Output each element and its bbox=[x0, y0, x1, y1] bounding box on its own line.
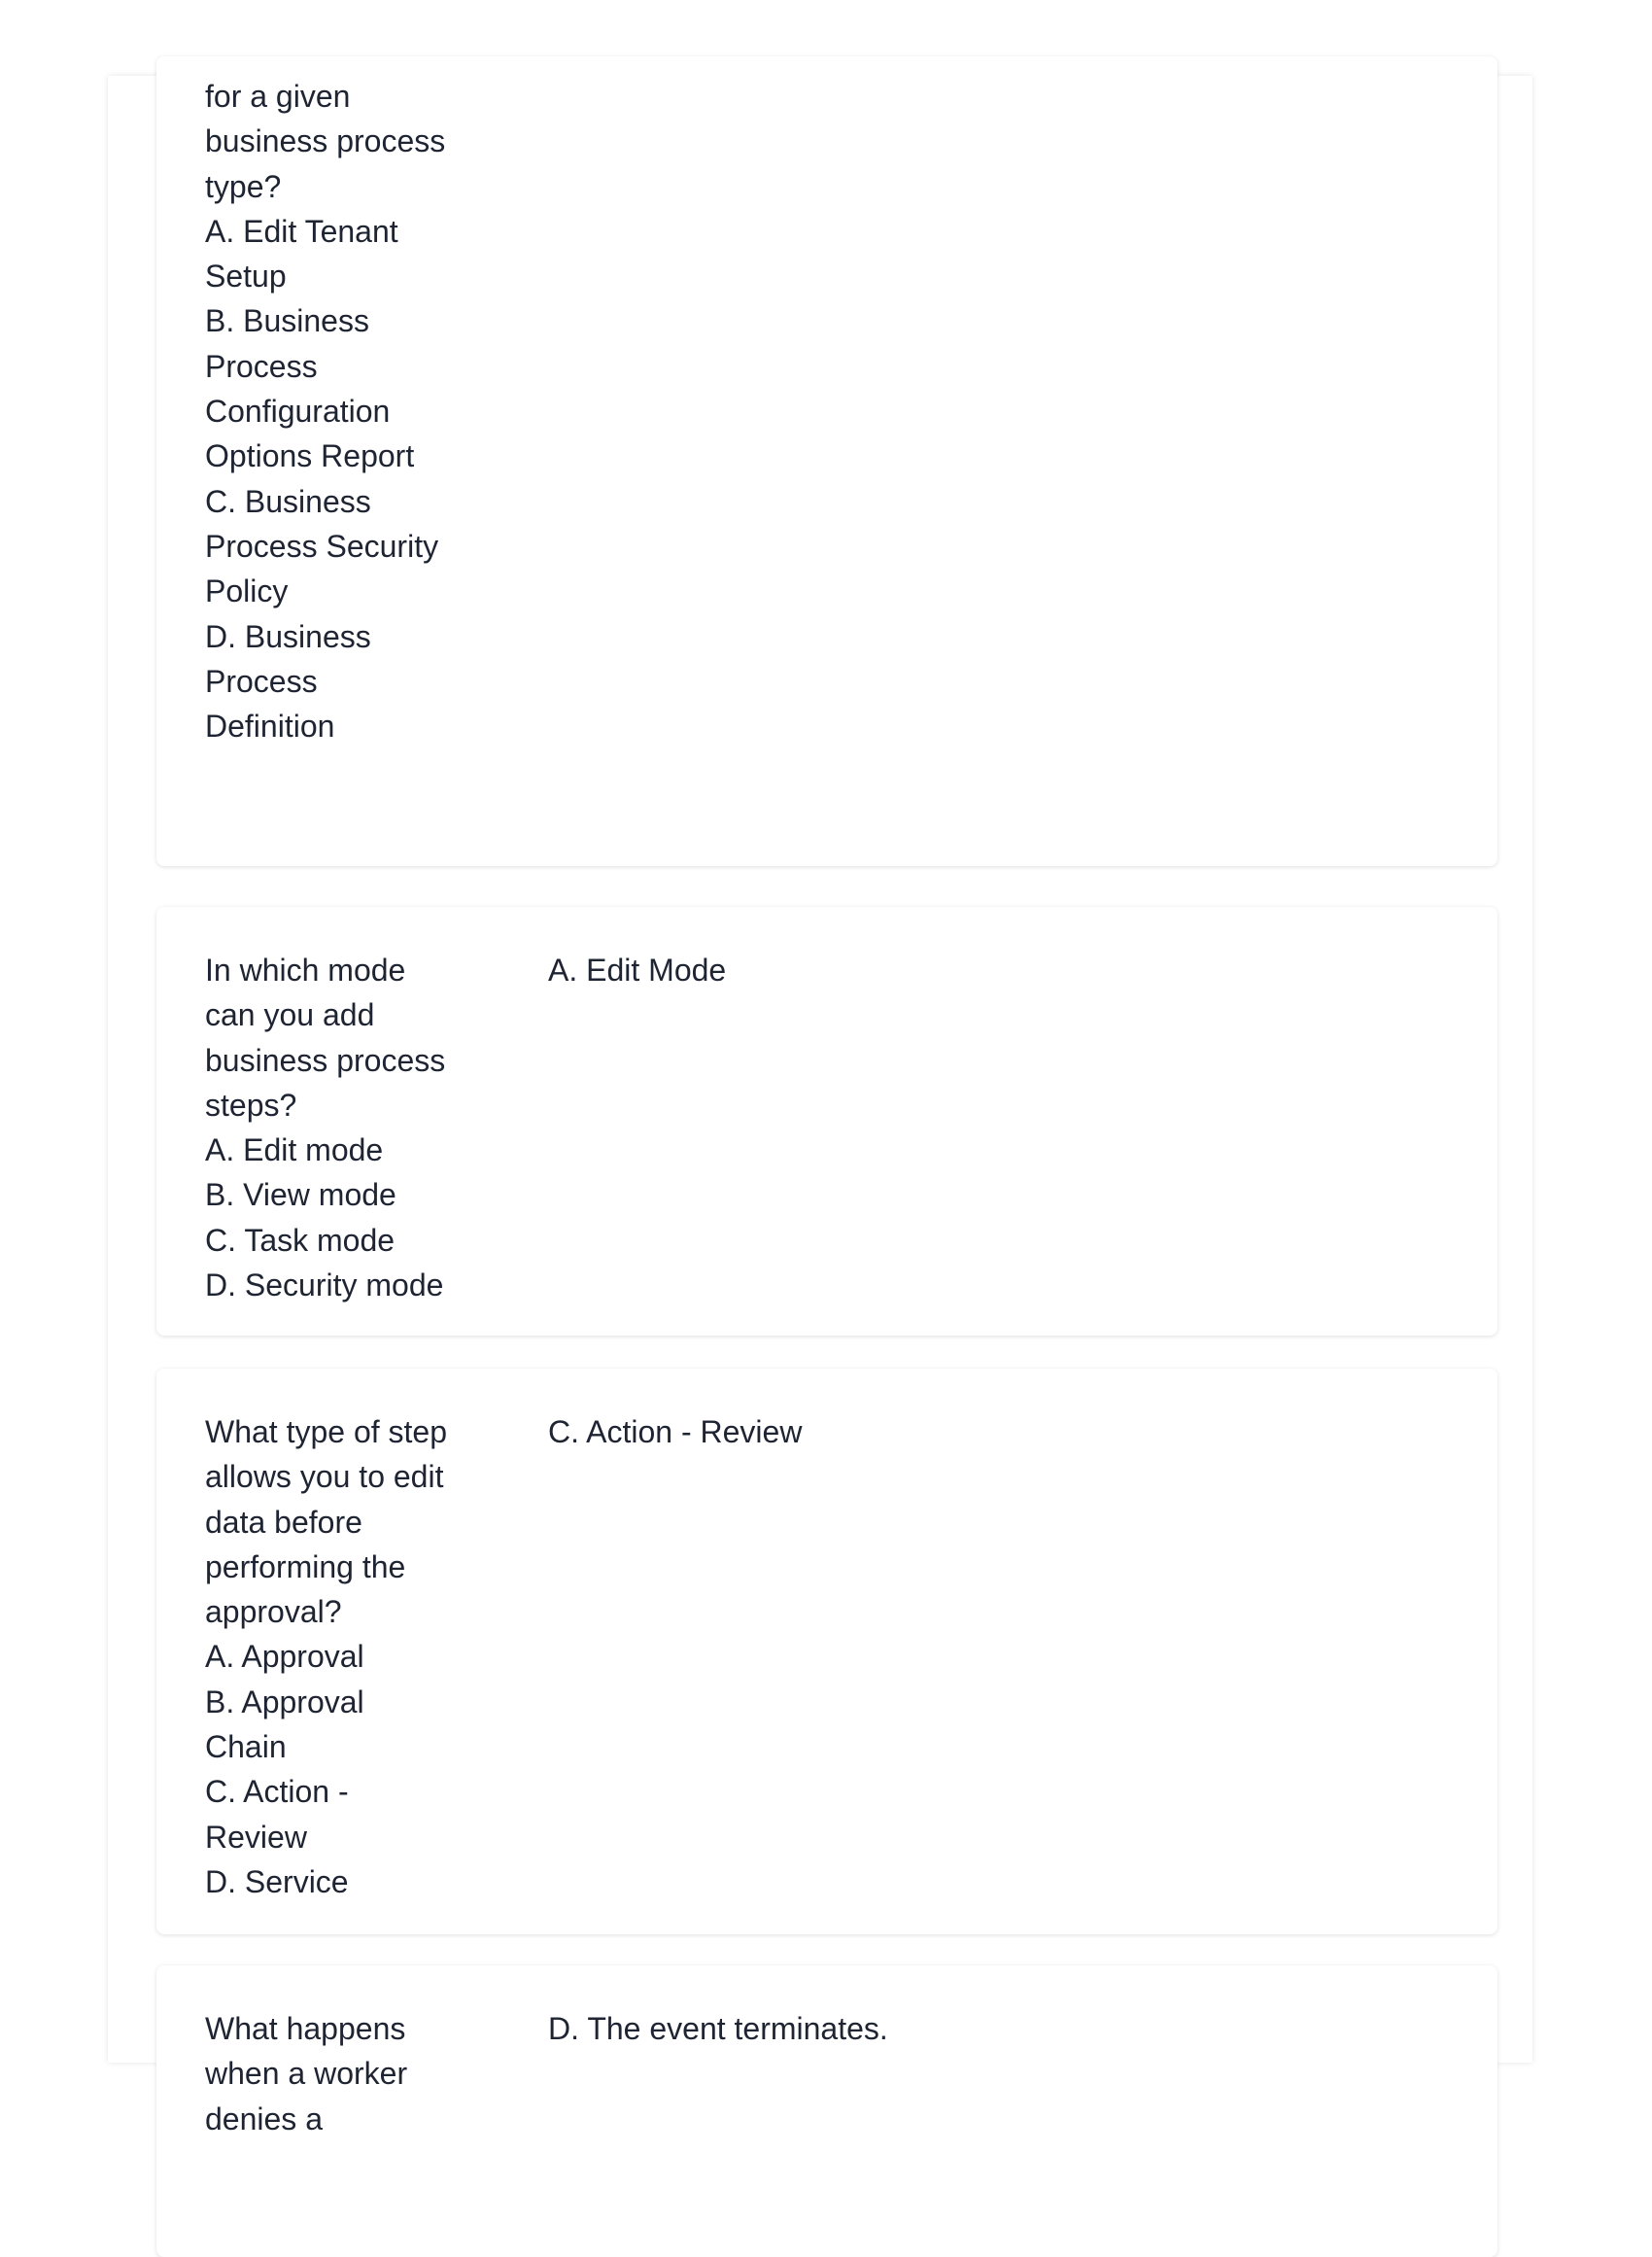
question-text: What happens when a worker denies a bbox=[205, 2011, 408, 2136]
document-page bbox=[108, 76, 1532, 2136]
answer-text: C. Action - Review bbox=[548, 1414, 803, 1449]
question-text: What type of step allows you to edit data before performing the approval? A. Approval B. Approval Chain C. Action - Review D. Service bbox=[205, 1414, 448, 1899]
answer-text: A. Edit Mode bbox=[548, 953, 727, 988]
flashcard bbox=[156, 1369, 1497, 1934]
answer-text: D. The event terminates. bbox=[548, 2011, 888, 2046]
flashcard bbox=[156, 907, 1497, 1336]
flashcard bbox=[156, 56, 1497, 866]
question-text: for a given business process type? A. Edit Tenant Setup B. Business Process Configuration Options Report C. Business Process Security Policy D. Business Process Definition bbox=[205, 79, 446, 745]
flashcard bbox=[156, 1965, 1497, 2257]
question-text: In which mode can you add business process steps? A. Edit mode B. View mode C. Task mode D. Security mode bbox=[205, 953, 446, 1303]
